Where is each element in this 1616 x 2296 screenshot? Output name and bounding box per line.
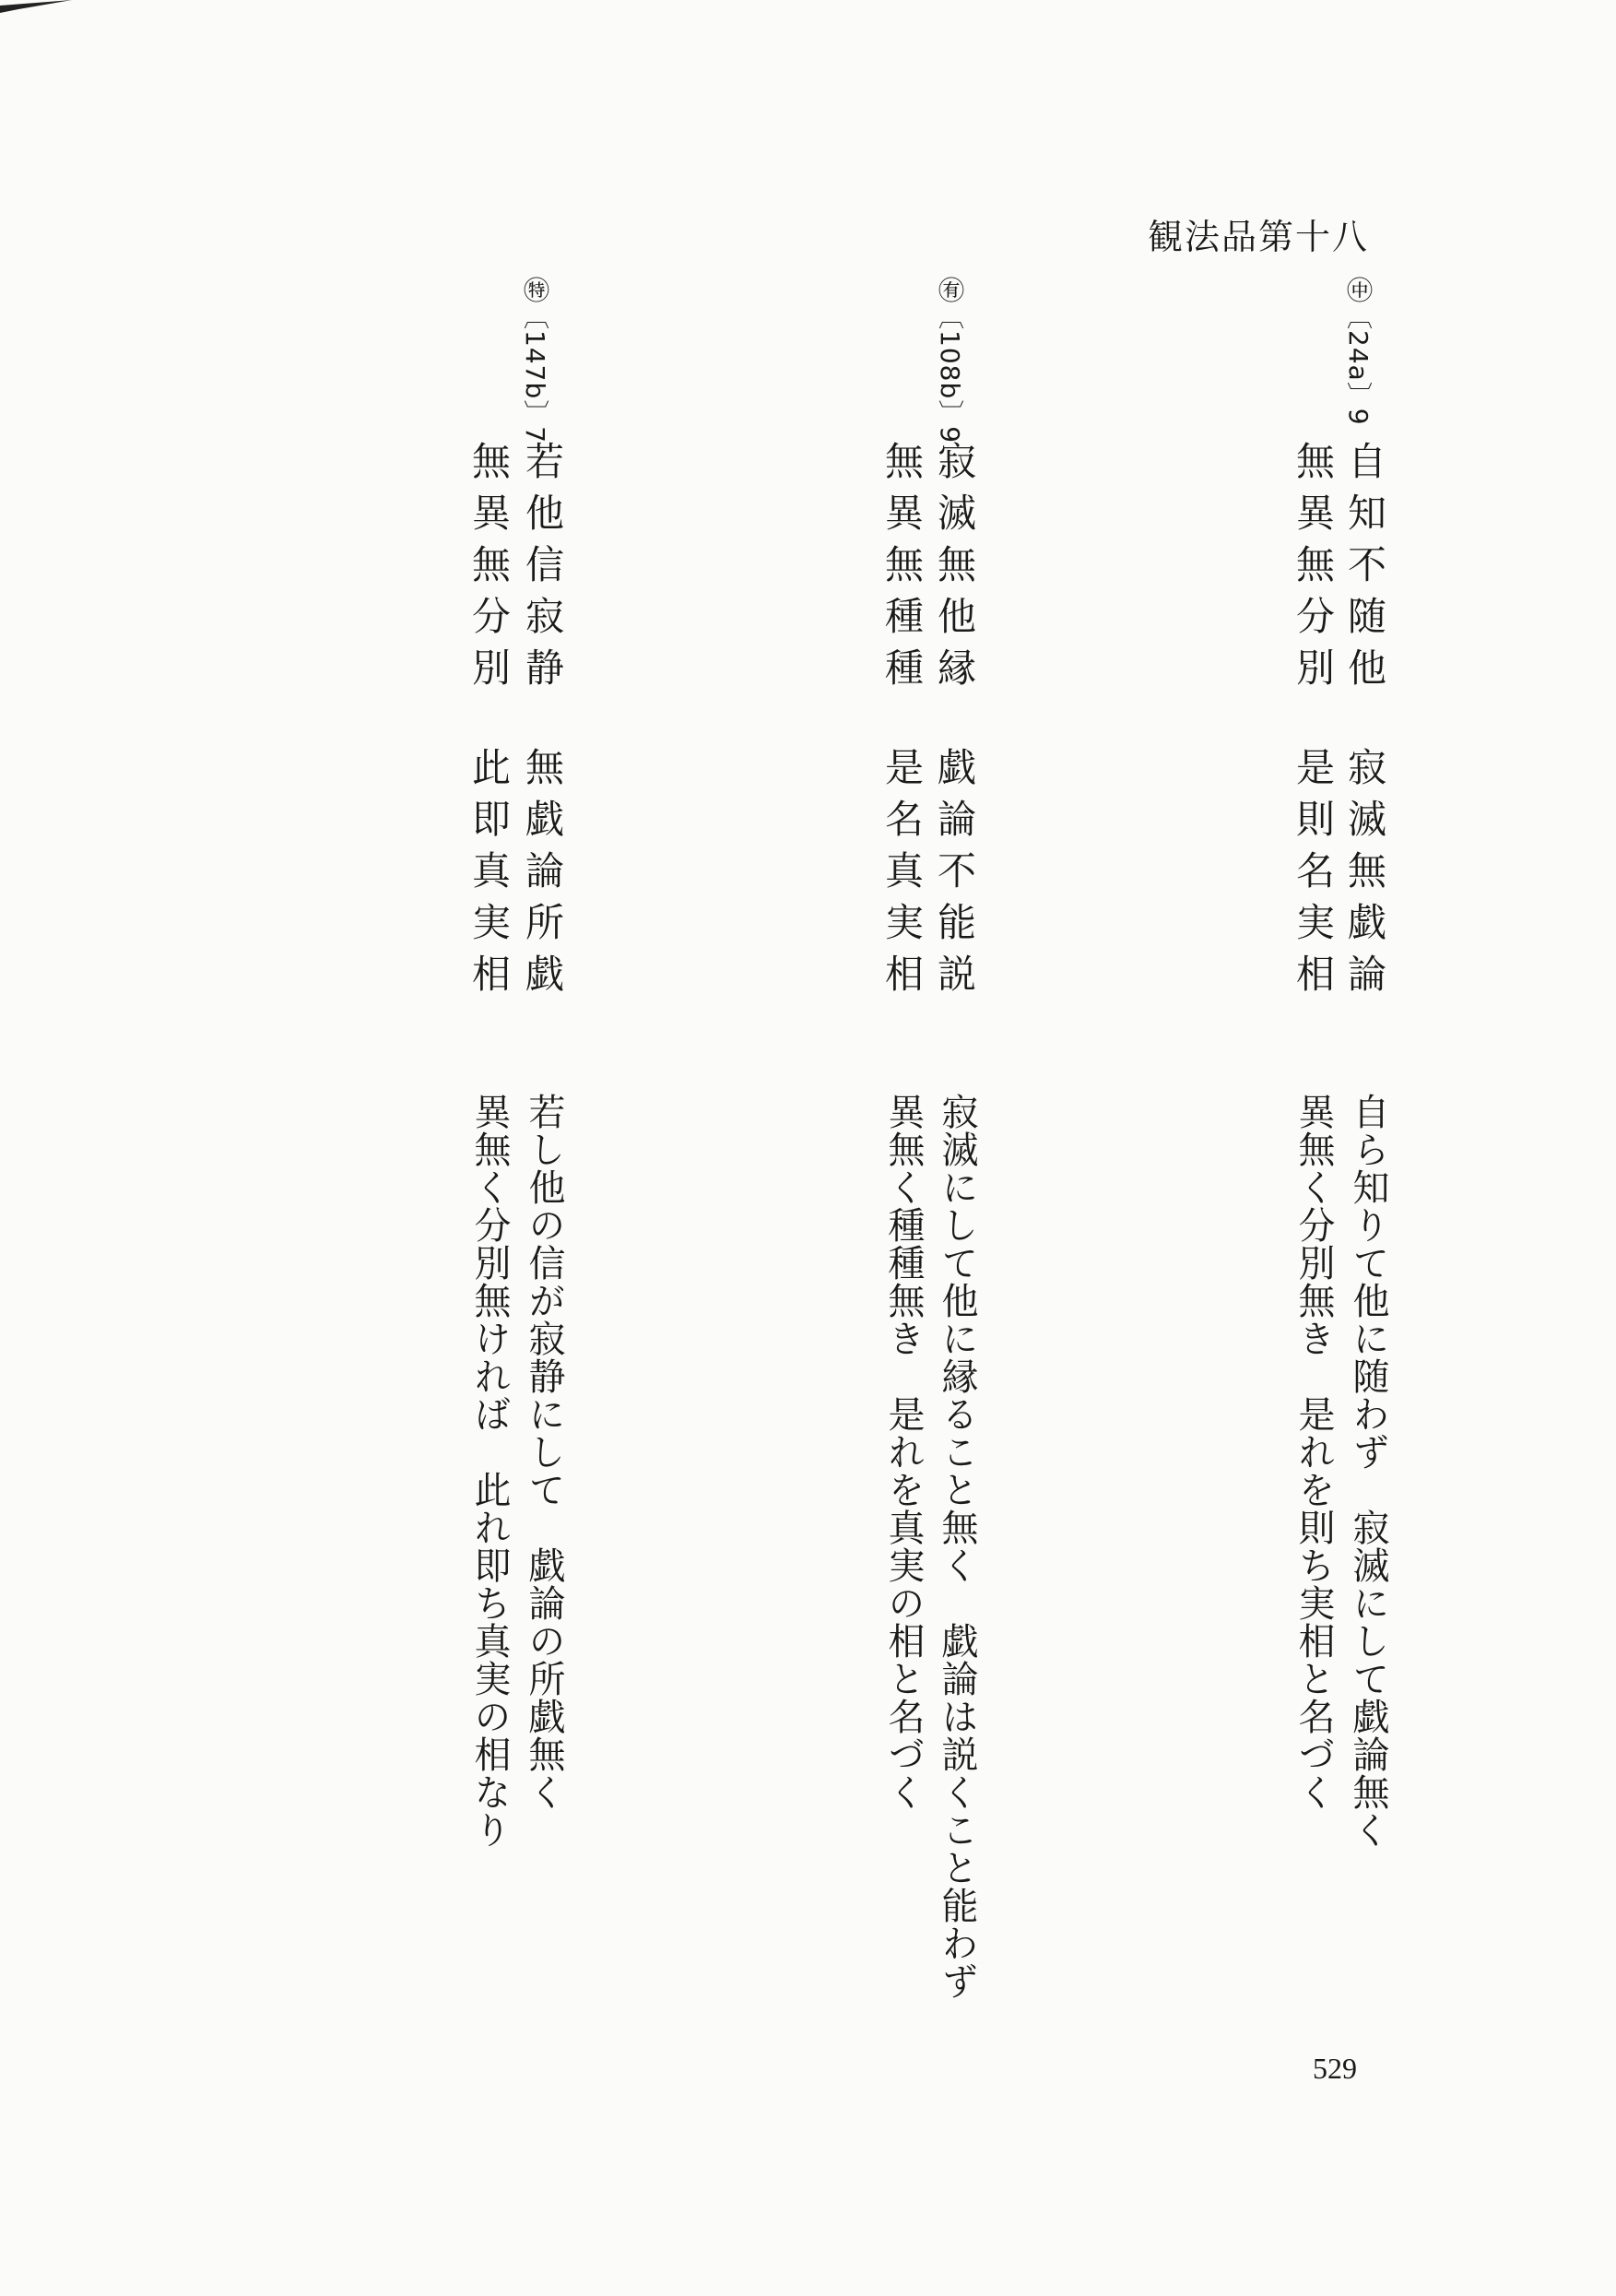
section-3-verse-col2-b: 此即真実相 <box>466 747 512 1005</box>
corner-scan-mark <box>0 0 74 18</box>
section-3-ref: ㊕〔147b〕7 <box>520 277 550 444</box>
section-3-verse-col2-a: 無異無分別 <box>466 441 512 699</box>
section-2-reading-col1: 寂滅にして他に縁ること無く 戯論は説くこと能わず <box>936 1093 978 2000</box>
section-3-reading-col2: 異無く分別無ければ 此れ即ち真実の相なり <box>468 1093 511 1849</box>
page-number: 529 <box>1313 2052 1357 2085</box>
section-2-ref: ㊒〔108b〕9 <box>935 277 965 444</box>
section-3-verse-col1-a: 若他信寂静 <box>520 441 565 699</box>
section-1-verse-col1-b: 寂滅無戯論 <box>1342 747 1387 1005</box>
section-1-verse-col2-a: 無異無分別 <box>1291 441 1336 699</box>
section-2-verse-col1-a: 寂滅無他縁 <box>932 441 977 699</box>
section-1-reading-col2: 異無く分別無き 是れを則ち実相と名づく <box>1292 1093 1335 1811</box>
section-1-verse-col1-a: 自知不随他 <box>1342 441 1387 699</box>
section-2-verse-col1-b: 戯論不能説 <box>932 747 977 1005</box>
section-3-verse-col1-b: 無戯論所戯 <box>520 747 565 1005</box>
section-2-verse-col2-b: 是名真実相 <box>879 747 925 1005</box>
section-1-verse-col2-b: 是則名実相 <box>1291 747 1336 1005</box>
section-3-reading-col1: 若し他の信が寂静にして 戯論の所戯無く <box>523 1093 565 1811</box>
section-1-reading-col1: 自ら知りて他に随わず 寂滅にして戯論無く <box>1347 1093 1389 1849</box>
section-2-reading-col2: 異無く種種無き 是れを真実の相と名づく <box>882 1093 925 1811</box>
running-head: 観法品第十八 <box>1148 217 1370 257</box>
section-2-verse-col2-a: 無異無種種 <box>879 441 925 699</box>
section-1-ref: ㊥〔24a〕9 <box>1343 277 1374 426</box>
